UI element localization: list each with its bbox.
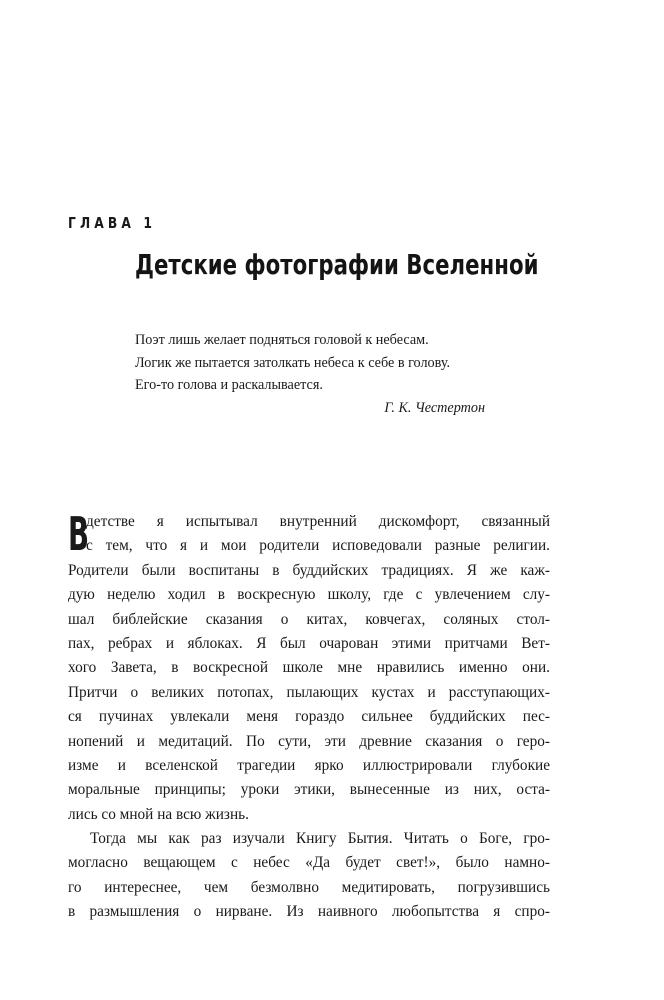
body-line: Притчи о великих потопах, пылающих кустах и расступающих- [68,683,550,701]
body-line: дую неделю ходил в воскресную школу, где с увлечением слу- [68,586,550,604]
body-line: хого Завета, в воскресной школе мне нравились именно они. [68,659,550,677]
body-line: шал библейские сказания о китах, ковчегах, соляных стол- [68,610,550,628]
drop-cap: В [68,507,90,561]
body-line: Родители были воспитаны в буддийских традициях. Я же каж- [68,561,550,579]
body-line: изме и вселенской трагедии ярко иллюстрировали глубокие [68,756,550,774]
chapter-label: ГЛАВА 1 [68,214,157,232]
body-line: могласно вещающем с небес «Да будет свет!», было намно- [68,854,550,872]
body-line: ся пучинах увлекали меня гораздо сильнее буддийских пес- [68,708,550,726]
epigraph-line: Логик же пытается затолкать небеса к себе в голову. [135,354,451,371]
body-line: нопений и медитаций. По сути, эти древние сказания о геро- [68,732,550,750]
body-line: Тогда мы как раз изучали Книгу Бытия. Читать о Боге, гро- [90,830,550,848]
body-line: лись со мной на всю жизнь. [68,805,249,823]
epigraph [135,329,485,419]
epigraph-line: Его-то голова и раскалывается. [135,377,323,393]
body-line: пах, ребрах и яблоках. Я был очарован этими притчами Вет- [68,634,550,652]
body-line: с тем, что я и мои родители исповедовали разные религии. [86,537,550,555]
body-line: в размышления о нирване. Из наивного любопытства я спро- [68,903,550,921]
body-line: детстве я испытывал внутренний дискомфорт, связанный [86,513,550,530]
body-line: моральные принципы; уроки этики, вынесенные из них, оста- [68,781,550,799]
epigraph-line: Поэт лишь желает подняться головой к небесам. [135,332,429,348]
body-line: го интереснее, чем безмолвно медитировать, погрузившись [68,878,550,896]
epigraph-author: Г. К. Честертон [384,399,485,416]
body-text [68,507,550,925]
chapter-title: Детские фотографии Вселенной [135,248,539,281]
